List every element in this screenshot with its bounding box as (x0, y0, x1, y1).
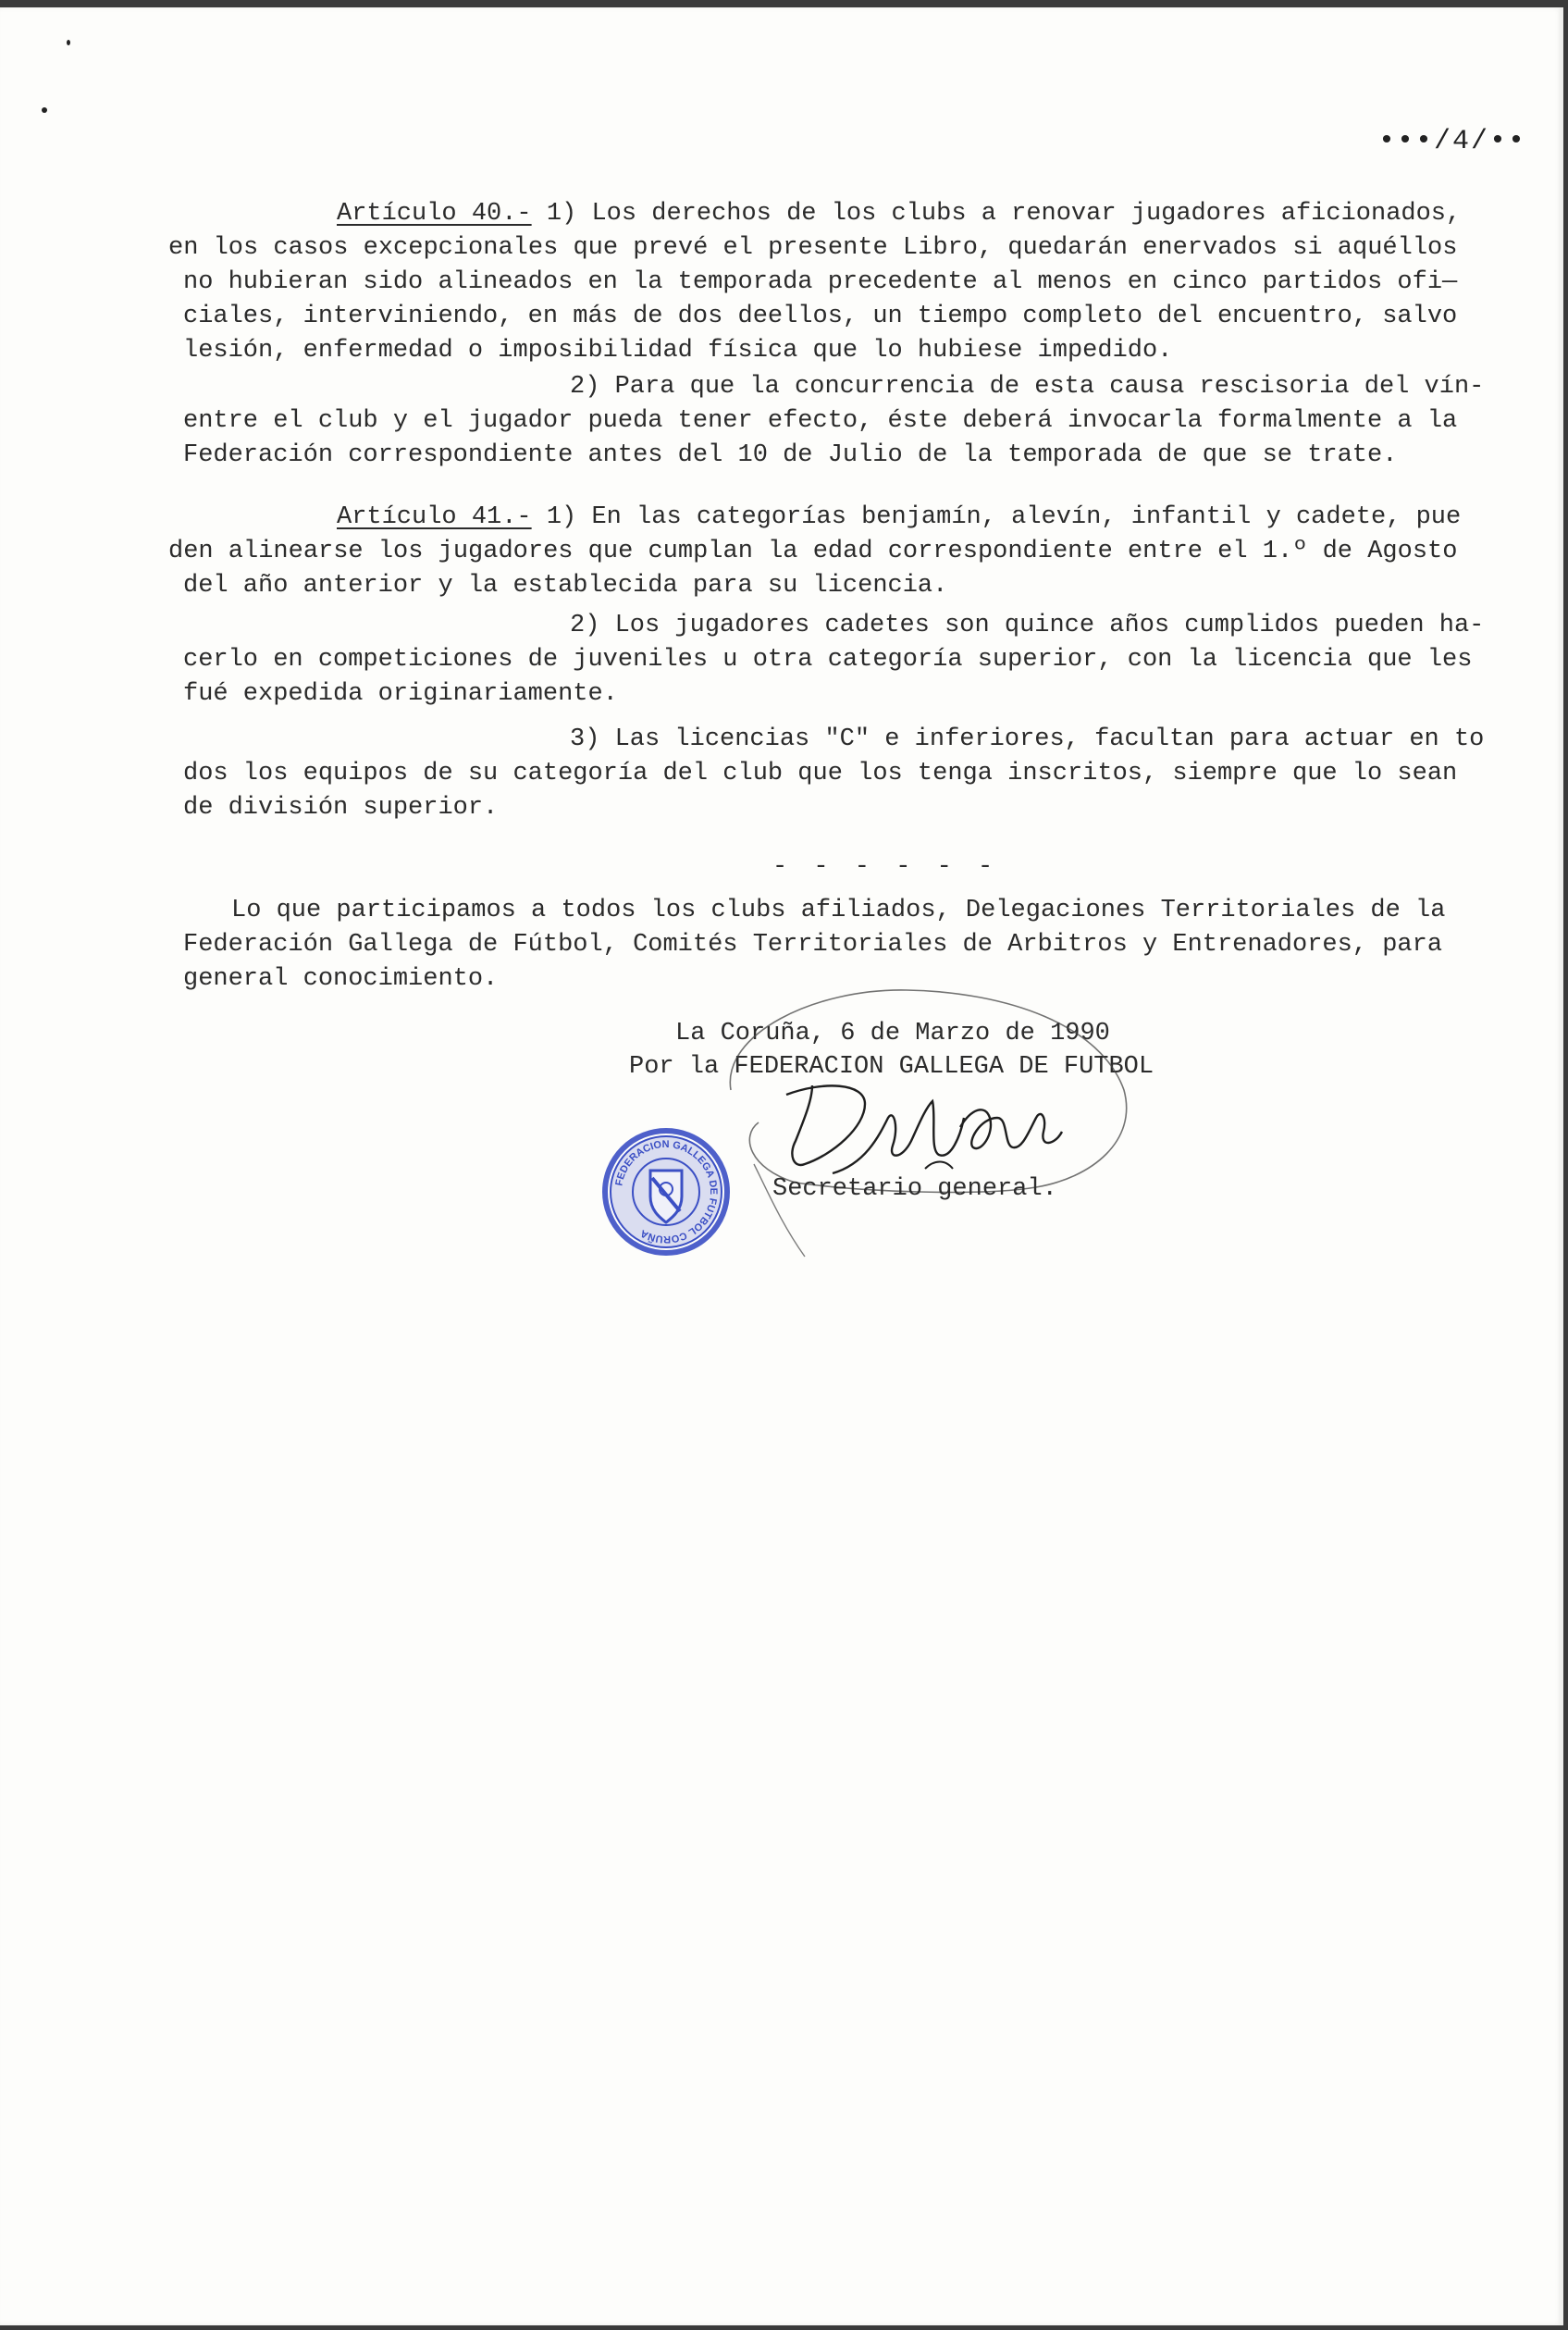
article-41-first-line (183, 501, 1515, 535)
place-date: La Coruña, 6 de Marzo de 1990 (675, 1020, 1110, 1047)
stamp-text: FEDERACION GALLEGA DE FUTBOL CORUÑA (613, 1138, 720, 1246)
article-41-para-3-line-1: 3) Las licencias "C" e inferiores, facultan para actuar en to (570, 725, 1485, 753)
article-41-para-3 (183, 723, 1515, 825)
document-page (0, 7, 1563, 2325)
article-40-para-1-line-1: 1) Los derechos de los clubs a renovar jugadores aficionados, (531, 200, 1462, 228)
closing-line-2: Federación Gallega de Fútbol, Comités Territoriales de Arbitros y Entrenadores, para (183, 931, 1443, 959)
article-41-para-1-line-2: den alinearse los jugadores que cumplan la edad correspondiente entre el 1.º de Agosto (168, 538, 1458, 565)
signatory-org: Por la FEDERACION GALLEGA DE FUTBOL (629, 1053, 1154, 1081)
handwritten-signature-icon (703, 979, 1147, 1284)
speck-mark (67, 40, 70, 45)
article-41-para-2-line-1: 2) Los jugadores cadetes son quince años cumplidos pueden ha- (570, 612, 1485, 639)
article-41-para-2-line-2: cerlo en competiciones de juveniles u otra categoría superior, con la licencia que les (183, 646, 1473, 674)
article-40-para-2-line-3: Federación correspondiente antes del 10 de Julio de la temporada de que se trate. (183, 441, 1398, 469)
article-41-para-2 (183, 609, 1515, 712)
section-separator: - - - - - - (772, 853, 999, 881)
closing-line-1: Lo que participamos a todos los clubs afiliados, Delegaciones Territoriales de la (231, 897, 1446, 924)
article-41-para-1-line-3: del año anterior y la establecida para su licencia. (183, 572, 948, 600)
closing-line-3: general conocimiento. (183, 965, 499, 993)
article-40-first-line (183, 197, 1515, 231)
article-41-heading: Artículo 41.- (337, 503, 532, 531)
page-number: •••/4/•• (1378, 126, 1527, 157)
speck-mark (42, 107, 47, 113)
article-41 (168, 501, 1515, 603)
article-40-para-1-line-2: en los casos excepcionales que prevé el presente Libro, quedarán enervados si aquéllos (168, 234, 1458, 262)
article-40-para-1-line-5: lesión, enfermedad o imposibilidad física que lo hubiese impedido. (183, 337, 1173, 365)
article-40-heading: Artículo 40.- (337, 200, 532, 228)
article-41-para-3-line-3: de división superior. (183, 794, 499, 822)
article-41-para-1-line-1: 1) En las categorías benjamín, alevín, infantil y cadete, pue (531, 503, 1462, 531)
article-40-para-1-line-4: ciales, interviniendo, en más de dos deellos, un tiempo completo del encuentro, salvo (183, 303, 1458, 330)
article-40-para-2 (183, 370, 1515, 473)
federation-shield-icon (597, 1122, 735, 1261)
article-41-para-3-line-2: dos los equipos de su categoría del club que los tenga inscritos, siempre que lo sean (183, 760, 1458, 787)
article-40-para-1-line-3: no hubieran sido alineados en la temporada precedente al menos en cinco partidos ofi— (183, 268, 1458, 296)
article-41-para-2-line-3: fué expedida originariamente. (183, 680, 618, 708)
article-40-para-2-line-2: entre el club y el jugador pueda tener efecto, éste deberá invocarla formalmente a la (183, 407, 1458, 435)
signatory-title: Secretario general. (772, 1175, 1057, 1203)
article-40 (168, 197, 1515, 368)
article-40-para-2-line-1: 2) Para que la concurrencia de esta causa rescisoria del vín- (570, 373, 1485, 401)
